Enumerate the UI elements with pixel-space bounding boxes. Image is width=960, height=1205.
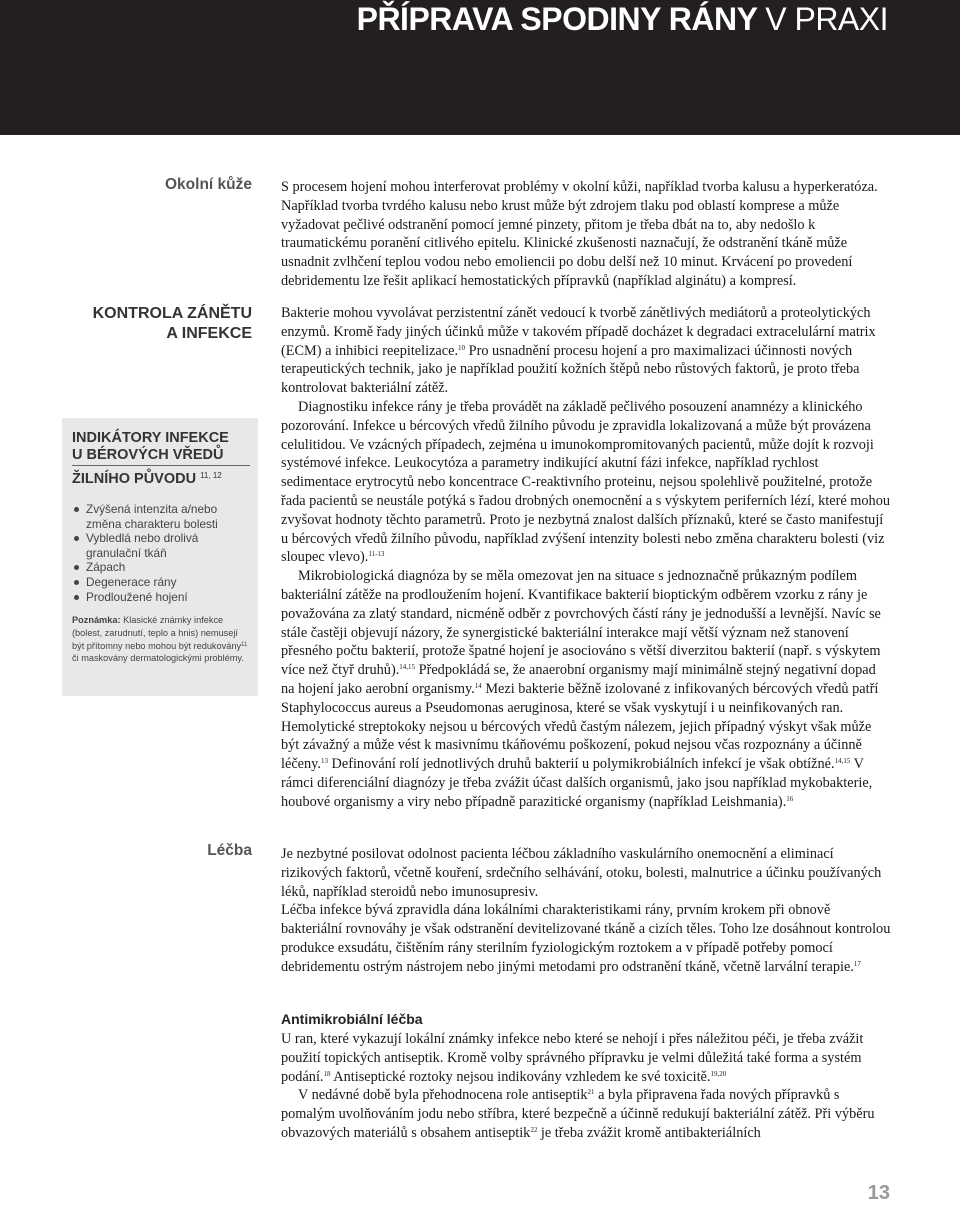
text-run: Předpokládá se, že anaerobní organismy mají minimálně stejný negativní dopad na hojení jako aerobní organismy. xyxy=(281,662,876,697)
title-light: V PRAXI xyxy=(765,1,888,37)
reference: 11 xyxy=(241,641,248,648)
reference: 19,20 xyxy=(710,1069,727,1078)
box-note xyxy=(72,614,250,665)
reference: 18 xyxy=(323,1069,331,1078)
paragraph xyxy=(281,901,891,976)
reference: 11-13 xyxy=(368,550,385,559)
list-item: Vybledlá nebo drolivá granulační tkáň xyxy=(72,531,250,560)
reference: 21 xyxy=(587,1088,595,1097)
paragraph: S procesem hojení mohou interferovat problémy v okolní kůži, například tvorba kalusu a hyperkeratóza. Například tvorba tvrdého kalusu nebo krust může být zdrojem tlaku pod oblastí komprese a může vyžadovat pečlivé odstranění pomocí jemné pinzety, přitom je třeba dbát na to, aby nedošlo k traumatickému poranění citlivého epitelu. Klinické zkušenosti naznačují, že odstranění tkáně může usnadnit zvlhčení teplou vodou nebo emoliencii po dobu delší než 10 minut. Krvácení po provedení debridementu lze řešit aplikací hemostatických přípravků (například alginátu) a kompresí. xyxy=(281,179,878,289)
paragraph: Je nezbytné posilovat odolnost pacienta léčbou základního vaskulárního onemocnění a eliminací rizikových faktorů, včetně kouření, srdečního selhávání, otoku, bolesti, malnutrice a účinku používaných léků, například steroidů nebo imunosupresiv. xyxy=(281,846,882,900)
reference: 16 xyxy=(786,794,794,803)
heading-kontrola-zanetu xyxy=(93,304,252,344)
section-antimikrobialni-lecba xyxy=(281,1030,891,1143)
text-run: Diagnostiku infekce rány je třeba provádět na základě pečlivého posouzení anamnézy a klinického pozorování. Infekce u bércových vředů žilního původu je zpravidla lokalizovaná a může být provázena celulitidou. Ve vzácných případech, zejména u imunokompromitovaných pacientů, může dojít k rozvoji systémové infekce. Leukocytóza a parametry indikující akutní fázi infekce, například rychlost sedimentace erytrocytů nebo koncentrace C-reaktivního proteinu, nejsou spolehlivě použitelné, protože řada pacientů se neustále potýká s řadou drobných onemocnění a s výskytem periferních lézí, které mohou zvyšovat hodnoty těchto parametrů. Proto je nezbytná znalost dalších příznaků, které se často manifestují u bércových vředů žilního původu, například zvýšení intenzity bolesti nebo změna charakteru bolesti (viz sloupec vlevo). xyxy=(281,398,890,566)
page-number: 13 xyxy=(867,1182,890,1204)
reference: 17 xyxy=(853,959,861,968)
text-run: Mezi bakterie běžně izolované z infikovaných bércových vředů patří Staphylococcus aureus a Pseudomonas aeruginosa, které se však vyskytují i u neinfikovaných ran. Hemolytické streptokoky nejsou u bércových vředů častým nálezem, jejich případný výskyt však může být závažný a může vést k masivnímu tkáňovému poškození, pokud nejsou včas rozpoznány a účinně léčeny. xyxy=(281,680,879,773)
section-okolni-kuze xyxy=(281,178,891,291)
text-run: a byla připravena řada nových přípravků s pomalým uvolňováním jodu nebo stříbra, které bezpečně a účinně redukují bakteriální zátěž. Při výběru obvazových materiálů s obsahem antiseptik xyxy=(281,1087,875,1141)
reference: 14,15 xyxy=(834,757,851,766)
text-run: V nedávné době byla přehodnocena role antiseptik xyxy=(298,1087,588,1104)
list-item: Zvýšená intenzita a/nebo změna charakteru bolesti xyxy=(72,502,250,531)
text-run: V rámci diferenciální diagnózy je třeba zvážit účast dalších organismů, jako jsou například mykobakterie, houbové organismy a viry nebo případně parazitické organismy (například Leishmania). xyxy=(281,756,873,810)
text-run: Antiseptické roztoky nejsou indikovány vzhledem ke své toxicitě. xyxy=(330,1068,711,1085)
paragraph xyxy=(281,398,891,567)
heading-lecba: Léčba xyxy=(207,842,252,859)
reference: 14 xyxy=(474,681,482,690)
note-text: či maskovány dermatologickými problémy. xyxy=(72,653,244,664)
heading-okolni-kuze: Okolní kůže xyxy=(165,176,252,193)
list-item: Zápach xyxy=(72,560,250,575)
reference: 22 xyxy=(530,1125,538,1134)
box-title-line-2: U BÉROVÝCH VŘEDŮ xyxy=(72,447,250,466)
list-item: Prodloužené hojení xyxy=(72,590,250,605)
text-run: U ran, které vykazují lokální známky infekce nebo které se nehojí i přes náležitou péči, je třeba zvážit použití topických antiseptik. Kromě volby správného přípravku je velmi důležitá také forma a systém podání. xyxy=(281,1031,864,1085)
reference: 14,15 xyxy=(399,663,416,672)
box-title-line-3 xyxy=(72,467,250,488)
paragraph xyxy=(281,1086,891,1142)
box-title xyxy=(72,430,250,488)
box-title-text: ŽILNÍHO PŮVODU xyxy=(72,471,197,487)
indicator-list xyxy=(72,502,250,604)
text-run: Pro usnadnění procesu hojení a pro maximalizaci účinnosti nových terapeutických technik, jako je například použití kožních štěpů nebo růstových faktorů, je proto třeba kontrolovat bakteriální zátěž. xyxy=(281,342,860,397)
page-title xyxy=(357,0,888,38)
section-lecba xyxy=(281,845,891,977)
paragraph xyxy=(281,567,891,811)
heading-antimikrobialni-lecba: Antimikrobiální léčba xyxy=(281,1011,423,1027)
paragraph xyxy=(281,304,891,398)
infection-indicators-box xyxy=(62,418,258,696)
title-bold: PŘÍPRAVA SPODINY RÁNY xyxy=(356,1,757,37)
list-item: Degenerace rány xyxy=(72,575,250,590)
paragraph xyxy=(281,1030,891,1086)
text-run: Bakterie mohou vyvolávat perzistentní zánět vedoucí k tvorbě zánětlivých mediátorů a proteolytických enzymů. Kromě řady jiných účinků může v takovém případě docházet k degradaci extracelulární matrix (ECM) a inhibici reepitelizace. xyxy=(281,305,876,359)
reference: 11, 12 xyxy=(200,471,222,480)
note-text: Klasické známky infekce (bolest, zarudnutí, teplo a hnis) nemusejí být přítomny nebo mohou být redukovány xyxy=(72,615,242,651)
text-run: Mikrobiologická diagnóza by se měla omezovat jen na situace s jednoznačně průkazným podílem bakteriální zátěže na prodloužením hojení. Kvantifikace bakterií bioptickým odběrem vzorku z rány je považována za zlatý standard, nicméně odběr z povrchových částí rány je jednodušší a levnější. Navíc se stále častěji objevují názory, že synergistické bakteriální interakce mají větší význam než stanovení přesného počtu bakterií, protože špatné hojení je asociováno s větší diverzitou bakterií (např. s výskytem více než čtyř druhů). xyxy=(281,568,881,679)
note-label: Poznámka: xyxy=(72,615,121,626)
text-run: Léčba infekce bývá zpravidla dána lokálními charakteristikami rány, prvním krokem při obnově bakteriální rovnováhy je však odstranění devitelizované tkáně a cizích těles. Toho lze dosáhnout kontrolou produkce exsudátu, čištěním rány sterilním fyziologickým roztokem a v případě potřeby pomocí debridementu ostrým nástrojem nebo jinými metodami pro odstranění tkáně, včetně larvální terapie. xyxy=(281,902,891,975)
page-header xyxy=(0,0,960,135)
reference: 10 xyxy=(458,343,466,352)
text-run: Definování rolí jednotlivých druhů bakterií u polymikrobiálních infekcí je však obtížné. xyxy=(327,756,835,773)
box-title-line-1: INDIKÁTORY INFEKCE xyxy=(72,430,229,446)
section-kontrola-infekce xyxy=(281,304,891,812)
text-run: je třeba zvážit kromě antibakteriálních xyxy=(537,1124,761,1141)
reference: 13 xyxy=(320,757,328,766)
heading-line-2: A INFEKCE xyxy=(166,325,252,342)
heading-line-1: KONTROLA ZÁNĚTU xyxy=(92,305,252,322)
